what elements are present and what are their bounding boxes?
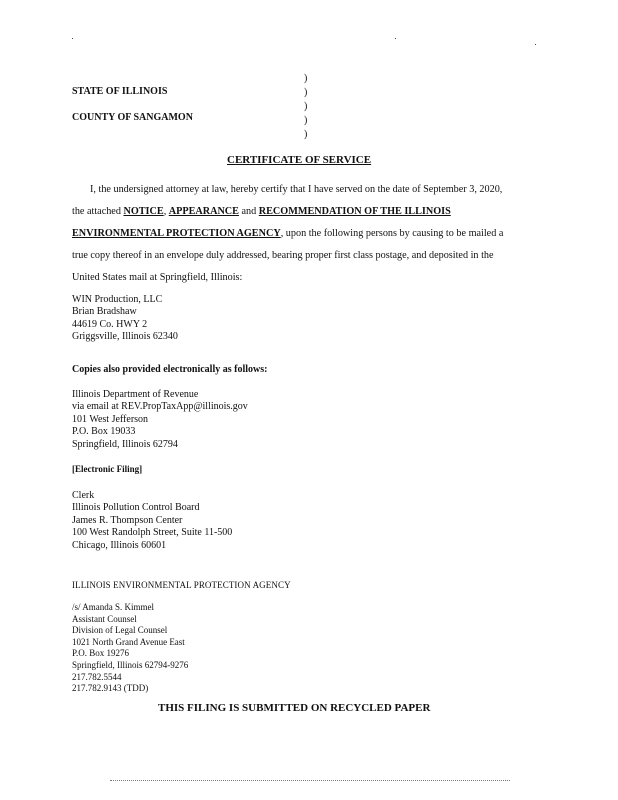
scan-speck — [395, 38, 396, 39]
appearance-doc: APPEARANCE — [168, 206, 239, 217]
signature-block: /s/ Amanda S. Kimmel Assistant Counsel Division of Legal Counsel 1021 North Grand Avenue East P.O. Box 19276 Springfield, Illinois 62794-9276 217.782.5544 217.782.9143 (TDD) — [72, 602, 189, 694]
caption-parens: ) ) ) ) ) — [304, 73, 308, 140]
scan-bottom-edge — [110, 780, 510, 782]
scan-speck — [535, 44, 536, 45]
recipient-address-1: WIN Production, LLC Brian Bradshaw 44619 Co. HWY 2 Griggsville, Illinois 62340 — [72, 294, 178, 343]
notice-doc: NOTICE — [123, 206, 164, 217]
agency-doc: ENVIRONMENTAL PROTECTION AGENCY — [72, 228, 281, 239]
recipient-address-3: Clerk Illinois Pollution Control Board James R. Thompson Center 100 West Randolph Street, Suite 11-500 Chicago, Illinois 60601 — [72, 490, 233, 551]
body-line-5: United States mail at Springfield, Illinois: — [72, 272, 243, 283]
body-line-1: I, the undersigned attorney at law, hereby certify that I have served on the date of September 3, 2020, — [90, 184, 503, 195]
recipient-address-2: Illinois Department of Revenue via email at REV.PropTaxApp@illinois.gov 101 West Jefferson P.O. Box 19033 Springfield, Illinois 62794 — [72, 389, 248, 450]
recycled-paper-footer: THIS FILING IS SUBMITTED ON RECYCLED PAPER — [158, 702, 431, 714]
copies-heading: Copies also provided electronically as follows: — [72, 364, 268, 375]
electronic-filing-label: [Electronic Filing] — [72, 464, 143, 474]
body-line-2: the attached NOTICE, APPEARANCE and RECOMMENDATION OF THE ILLINOIS — [72, 206, 451, 217]
body-line-4: true copy thereof in an envelope duly addressed, bearing proper first class postage, and deposited in the — [72, 250, 494, 261]
certificate-title: CERTIFICATE OF SERVICE — [227, 154, 372, 166]
body-paragraph — [72, 179, 503, 289]
caption-county: COUNTY OF SANGAMON — [72, 112, 193, 123]
agency-name: ILLINOIS ENVIRONMENTAL PROTECTION AGENCY — [72, 580, 291, 590]
scan-speck — [72, 38, 73, 39]
body-line-3: ENVIRONMENTAL PROTECTION AGENCY, upon the following persons by causing to be mailed a — [72, 228, 504, 239]
signature: /s/ Amanda S. Kimmel — [72, 602, 154, 612]
caption-state: STATE OF ILLINOIS — [72, 86, 168, 97]
recommendation-doc: RECOMMENDATION OF THE ILLINOIS — [258, 206, 451, 217]
